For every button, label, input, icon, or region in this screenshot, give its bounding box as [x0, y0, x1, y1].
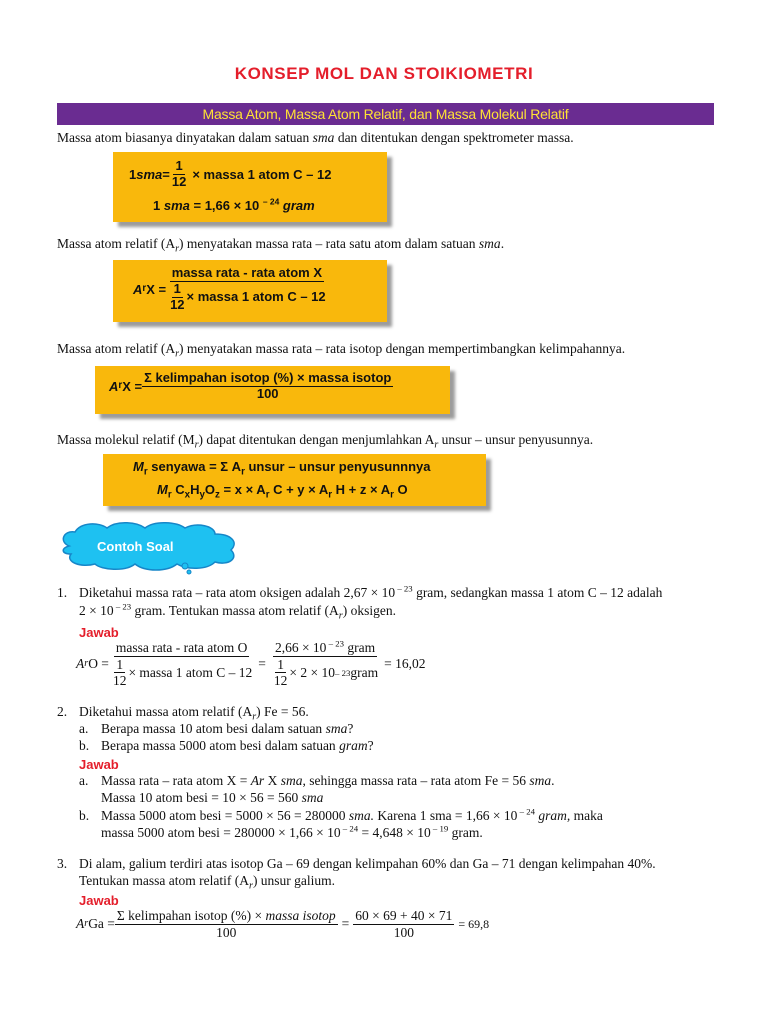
- fraction-one-twelfth: [170, 159, 188, 190]
- numerator: [115, 908, 338, 925]
- symbol-a: A: [133, 281, 143, 297]
- text: Berapa massa 5000 atom besi dalam satuan: [101, 738, 340, 753]
- fraction-one-twelfth: [272, 657, 290, 689]
- subscript: r: [338, 610, 343, 622]
- text: × massa 1 atom C – 12: [192, 166, 332, 182]
- exponent: – 23: [395, 583, 413, 594]
- unit-sma: sma: [301, 790, 324, 805]
- text: H + z × A: [332, 482, 391, 497]
- formula-mr-line-1: [133, 459, 431, 478]
- text: Massa atom biasanya dinyatakan dalam satuan: [57, 130, 313, 145]
- subscript: r: [175, 243, 180, 255]
- numerator: massa rata - rata atom X: [171, 265, 322, 280]
- text: X =: [146, 281, 167, 297]
- paragraph-atom-mass: [57, 130, 574, 146]
- q3-jawab-label: Jawab: [79, 893, 119, 908]
- text: 1: [129, 166, 137, 182]
- unit-sma: sma: [163, 198, 190, 213]
- subscript: r: [249, 880, 253, 892]
- exponent: – 23: [326, 638, 344, 649]
- subscript: r: [265, 489, 270, 501]
- formula-box-sma: [113, 152, 387, 222]
- text: O: [393, 482, 408, 497]
- formula-box-mr: [103, 454, 486, 506]
- q1-answer: [76, 640, 426, 689]
- text: C + y × A: [269, 482, 329, 497]
- unit-sma: sma: [325, 721, 348, 736]
- text: dan ditentukan dengan spektrometer massa.: [334, 130, 574, 145]
- paragraph-isotope-mass: [57, 341, 626, 360]
- formula-box-ar: [113, 260, 387, 322]
- denominator: 100: [393, 924, 414, 940]
- q3-result: = 69,8: [458, 916, 490, 931]
- unit-sma: sma.: [348, 808, 374, 823]
- exponent: – 19: [430, 823, 449, 834]
- symbol-a: A: [76, 656, 85, 672]
- text: Massa atom relatif (A: [57, 236, 176, 251]
- text: ) dapat ditentukan dengan menjumlahkan A: [198, 432, 435, 447]
- text: gram. Tentukan massa atom relatif (A: [131, 603, 339, 618]
- numerator: 1: [173, 280, 181, 296]
- exponent: – 24: [340, 823, 359, 834]
- text: H: [190, 482, 200, 497]
- text: = 4,648 × 10: [358, 825, 431, 840]
- subscript: r: [241, 466, 245, 478]
- page-title: KONSEP MOL DAN STOIKIOMETRI: [234, 64, 534, 83]
- text: =: [258, 656, 266, 672]
- q2-ans-a-line-1: [101, 773, 555, 789]
- q1-line-1: [79, 585, 662, 601]
- denominator: [109, 657, 254, 689]
- symbol-ar: Ar: [250, 773, 265, 788]
- subscript: r: [194, 439, 199, 451]
- formula-box-isotope: [95, 366, 450, 414]
- contoh-soal-cloud: [55, 520, 245, 578]
- numerator: 1: [277, 656, 285, 672]
- text: Massa molekul relatif (M: [57, 432, 195, 447]
- formula-line-2: [153, 198, 315, 213]
- subscript: r: [390, 489, 394, 501]
- q3-line-1: Di alam, galium terdiri atas isotop Ga – 69 dengan kelimpahan 60% dan Ga – 71 dengan kelimpahan 40%.: [79, 856, 656, 871]
- paragraph-relative-atom-mass: [57, 236, 505, 255]
- fraction-ar: [166, 266, 328, 313]
- fraction-one-twelfth: [111, 657, 129, 689]
- text: gram.: [448, 825, 483, 840]
- subscript: z: [215, 489, 220, 501]
- text: Massa 5000 atom besi = 5000 × 56 = 280000: [101, 808, 349, 823]
- text: =: [341, 916, 350, 932]
- q3-answer: [76, 908, 489, 940]
- unit-sma: sma: [312, 130, 335, 145]
- text: gram, sedangkan massa 1 atom C – 12 adalah: [412, 585, 663, 600]
- q2-b-label: b.: [79, 738, 90, 753]
- q3-number: 3.: [57, 856, 68, 871]
- denominator: [166, 282, 328, 313]
- text: ) menyatakan massa rata – rata isotop dengan mempertimbangkan kelimpahannya.: [179, 341, 626, 356]
- text: = 1,66 × 10: [189, 198, 263, 213]
- numerator: 1: [116, 656, 124, 672]
- denominator: 100: [256, 385, 279, 401]
- q2-number: 2.: [57, 704, 68, 719]
- subscript: r: [175, 348, 180, 360]
- text: Massa atom relatif (A: [57, 341, 176, 356]
- q2-ans-b-line-2: [101, 825, 483, 841]
- q1-jawab-label: Jawab: [79, 625, 119, 640]
- q3-line-2: [79, 873, 336, 892]
- subscript: r: [84, 918, 89, 930]
- text: ) unsur galium.: [252, 873, 336, 888]
- q2-ans-b-label: b.: [79, 808, 90, 823]
- denominator: $\frac{1}{12}$ × 2 × 10 – 23 gram: [273, 656, 379, 689]
- text: ) menyatakan massa rata – rata satu atom dalam satuan: [179, 236, 479, 251]
- q1-number: 1.: [57, 585, 68, 600]
- denominator: 12: [112, 673, 127, 689]
- q3-fraction-2: [353, 908, 454, 940]
- text: × massa 1 atom C – 12: [186, 288, 326, 304]
- text: ) oksigen.: [342, 603, 396, 618]
- denominator: 12: [171, 173, 187, 189]
- paragraph-molecular-mass: [57, 432, 594, 451]
- fraction-isotope: [142, 371, 393, 402]
- subscript: r: [434, 439, 439, 451]
- text: Massa rata – rata atom X =: [101, 773, 251, 788]
- symbol-a: A: [109, 378, 119, 394]
- fraction-one-twelfth: [168, 282, 186, 313]
- text: unsur – unsur penyusunnnya: [244, 459, 431, 474]
- cloud-label: Contoh Soal: [97, 539, 174, 554]
- subscript: y: [199, 489, 205, 501]
- symbol-a: A: [76, 916, 85, 932]
- text: Diketahui massa rata – rata atom oksigen adalah 2,67 × 10: [79, 585, 396, 600]
- numerator: massa rata - rata atom O: [115, 640, 248, 655]
- text: Karena 1 sma = 1,66 × 10: [373, 808, 518, 823]
- unit-sma: sma: [529, 773, 552, 788]
- q1-line-2: [79, 601, 396, 622]
- numerator: Σ kelimpahan isotop (%) × massa isotop: [144, 370, 392, 385]
- text: × massa 1 atom C – 12: [128, 664, 253, 680]
- exponent: – 24: [262, 196, 280, 207]
- formula-isotope: A r X = $\frac{\text{Σ kelimpahan isotop (\%) × massa isotop}}{100}$: [109, 370, 392, 401]
- unit-sma: sma: [136, 166, 163, 182]
- text: Ga =: [88, 916, 115, 932]
- formula-line-1: [129, 159, 331, 190]
- text: Σ kelimpahan isotop (%) ×: [116, 908, 266, 923]
- unit-gram: gram,: [534, 808, 571, 823]
- q2-ans-a-label: a.: [79, 773, 89, 788]
- subscript: r: [328, 489, 333, 501]
- symbol-m: M: [133, 459, 144, 474]
- text: = x × A: [219, 482, 266, 497]
- q1-fraction-2: [270, 640, 380, 689]
- text: maka: [570, 808, 603, 823]
- text: senyawa = Σ A: [147, 459, 242, 474]
- text: massa isotop: [265, 908, 336, 923]
- text: C: [171, 482, 185, 497]
- unit-gram: gram: [279, 198, 315, 213]
- q2-a-text: [101, 721, 353, 737]
- text: 2,66 × 10: [274, 640, 327, 655]
- formula-ar-definition: A r X = massa rata - rata atom X $\frac{1}{12}$ × massa 1 atom C – 12: [133, 265, 326, 312]
- text: ?: [347, 721, 354, 736]
- denominator: 12: [170, 296, 185, 312]
- subscript: r: [143, 466, 148, 478]
- subscript: x: [184, 489, 191, 501]
- text: ?: [367, 738, 374, 753]
- subscript: r: [84, 658, 89, 670]
- text: Diketahui massa atom relatif (A: [79, 704, 253, 719]
- unit-sma: sma: [478, 236, 501, 251]
- numerator: [273, 640, 377, 657]
- text: =: [162, 166, 170, 182]
- q2-line-1: [79, 704, 309, 723]
- text: O =: [88, 656, 109, 672]
- numerator: 60 × 69 + 40 × 71: [355, 908, 453, 923]
- exponent: – 24: [517, 806, 535, 817]
- unit-gram: gram: [339, 738, 368, 753]
- section-banner: Massa Atom, Massa Atom Relatif, dan Massa Molekul Relatif: [57, 103, 714, 125]
- denominator: 100: [216, 924, 237, 940]
- q2-a-label: a.: [79, 721, 89, 736]
- text: , sehingga massa rata – rata atom Fe = 56: [302, 773, 530, 788]
- text: unsur – unsur penyusunnya.: [438, 432, 594, 447]
- text: O: [204, 482, 216, 497]
- text: × 2 × 10: [289, 664, 336, 680]
- text: 2 × 10: [79, 603, 114, 618]
- q2-jawab-label: Jawab: [79, 757, 119, 772]
- text: X =: [122, 378, 143, 394]
- q3-fraction-1: [115, 908, 338, 940]
- formula-mr-line-2: [157, 482, 408, 501]
- subscript: r: [167, 489, 172, 501]
- text: 1: [153, 198, 164, 213]
- q2-ans-a-line-2: [101, 790, 323, 806]
- text: Massa 10 atom besi = 10 × 56 = 560: [101, 790, 302, 805]
- text: Berapa massa 10 atom besi dalam satuan: [101, 721, 326, 736]
- q2-ans-b-line-1: [101, 808, 603, 824]
- text: gram: [350, 664, 379, 680]
- text: X: [264, 773, 281, 788]
- text: .: [500, 236, 505, 251]
- text: ) Fe = 56.: [256, 704, 309, 719]
- q1-result: = 16,02: [384, 656, 426, 672]
- unit-sma: sma: [280, 773, 303, 788]
- denominator: 12: [273, 673, 288, 689]
- subscript: r: [252, 711, 257, 723]
- q2-b-text: [101, 738, 374, 754]
- text: gram: [343, 640, 376, 655]
- symbol-m: M: [157, 482, 168, 497]
- q1-fraction-1: [109, 640, 254, 689]
- numerator: 1: [175, 158, 183, 173]
- text: Tentukan massa atom relatif (A: [79, 873, 249, 888]
- exponent: – 23: [113, 601, 132, 612]
- text: .: [551, 773, 555, 788]
- text: massa 5000 atom besi = 280000 × 1,66 × 10: [101, 825, 341, 840]
